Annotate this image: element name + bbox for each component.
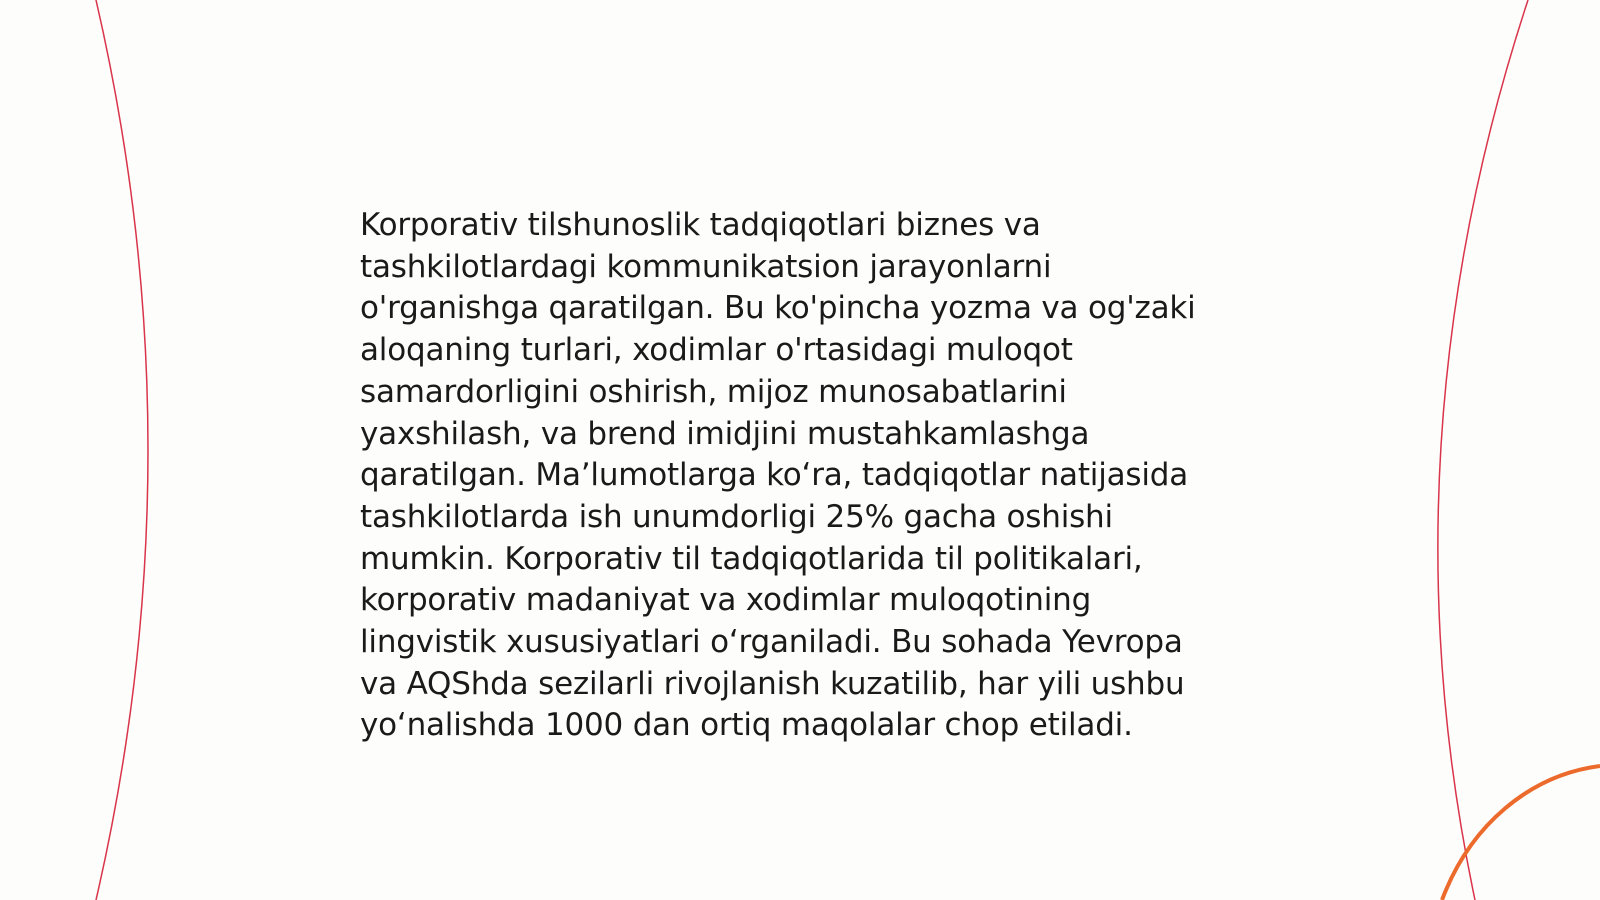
body-text: Korporativ tilshunoslik tadqiqotlari biznes va tashkilotlardagi kommunikatsion jarayonlarni o'rganishga qaratilgan. Bu ko'pincha yozma va og'zaki aloqaning turlari, xodimlar o'rtasidagi muloqot samardorligini oshirish, mijoz munosabatlarini yaxshilash, va brend imidjini mustahkamlashga qaratilgan. Ma’lumotlarga ko‘ra, tadqiqotlar natijasida tashkilotlarda ish unumdorligi 25% gacha oshishi mumkin. Korporativ til tadqiqotlarida til politikalari, korporativ madaniyat va xodimlar muloqotining lingvistik xususiyatlari o‘rganiladi. Bu sohada Yevropa va AQShda sezilarli rivojlanish kuzatilib, har yili ushbu yo‘nalishda 1000 dan ortiq maqolalar chop etiladi. — [360, 207, 1196, 744]
right-thin-arc — [1438, 0, 1528, 900]
right-orange-arc — [1442, 766, 1600, 900]
left-thin-arc — [96, 0, 148, 900]
